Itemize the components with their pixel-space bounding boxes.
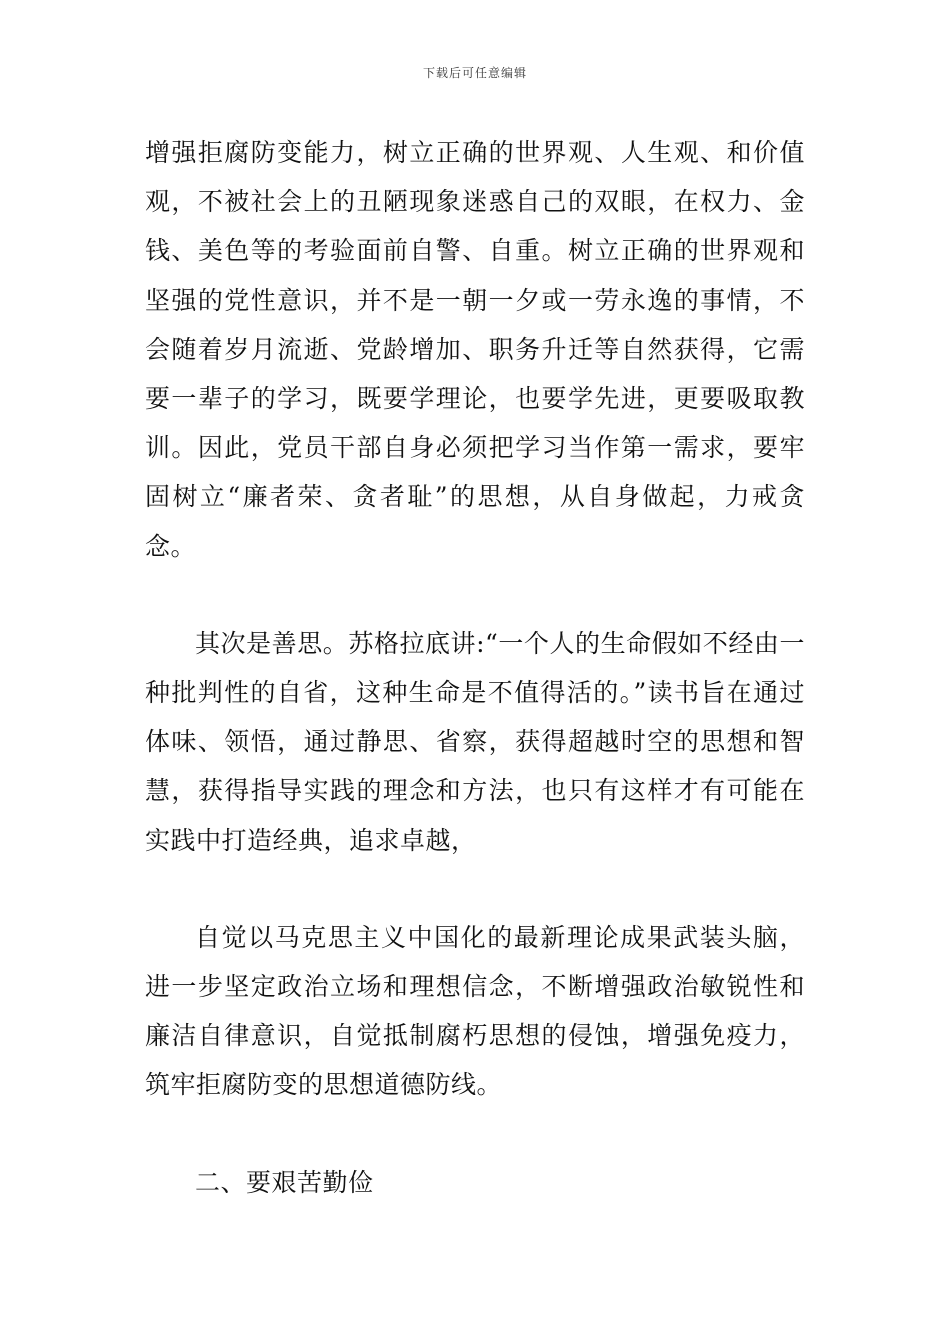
paragraph-theory: 自觉以马克思主义中国化的最新理论成果武装头脑，进一步坚定政治立场和理想信念，不断增强政治敏锐性和廉洁自律意识，自觉抵制腐朽思想的侵蚀，增强免疫力，筑牢拒腐防变的思想道德防线。 (145, 922, 805, 1100)
page-header-note: 下载后可任意编辑 (422, 66, 527, 80)
section-heading: 二、要艰苦勤俭 (195, 1167, 374, 1197)
paragraph-reflection: 其次是善思。苏格拉底讲:“一个人的生命假如不经由一种批判性的自省，这种生命是不值得活的。”读书旨在通过体味、领悟，通过静思、省察，获得超越时空的思想和智慧，获得指导实践的理念和方法，也只有这样才有可能在实践中打造经典，追求卓越， (145, 628, 805, 855)
paragraph-continuation: 增强拒腐防变能力，树立正确的世界观、人生观、和价值观，不被社会上的丑陋现象迷惑自己的双眼，在权力、金钱、美色等的考验面前自警、自重。树立正确的世界观和坚强的党性意识，并不是一朝一夕或一劳永逸的事情，不会随着岁月流逝、党龄增加、职务升迁等自然获得，它需要一辈子的学习，既要学理论，也要学先进，更要吸取教训。因此，党员干部自身必须把学习当作第一需求，要牢固树立“廉者荣、贪者耻”的思想，从自身做起，力戒贪念。 (145, 138, 805, 561)
document-body (145, 128, 805, 1207)
